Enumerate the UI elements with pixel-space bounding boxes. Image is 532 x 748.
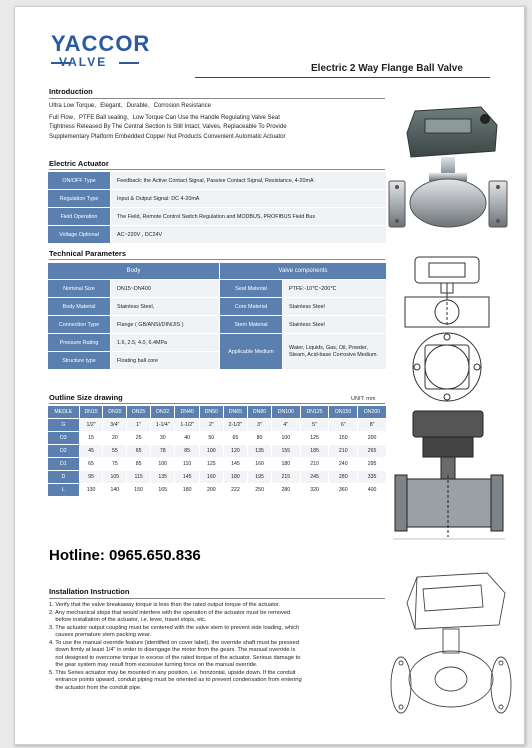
table-cell: 145 xyxy=(231,461,240,467)
tech-rule xyxy=(49,259,385,260)
column-header: DN200 xyxy=(358,406,386,418)
table-cell: 150 xyxy=(134,487,143,493)
table-cell: 135 xyxy=(151,471,174,483)
row-label: Structure type xyxy=(48,352,110,369)
intro-text xyxy=(49,102,385,142)
table-row xyxy=(48,190,386,207)
table-cell: 210 xyxy=(310,461,319,467)
valve-components-header: Valve components xyxy=(220,263,386,279)
table-cell: 195 xyxy=(248,471,271,483)
table-cell: 75 xyxy=(111,461,118,467)
column-header: DN65 xyxy=(224,406,247,418)
table-cell: 2-1/2" xyxy=(224,419,247,431)
install-item: 5. This Series actuator may be mounted in any position, i.e. horizontal, upside down. If the conduit xyxy=(49,669,296,676)
table-cell: 125 xyxy=(206,461,216,467)
row-label: Stem Material xyxy=(220,316,282,333)
table-cell: 80 xyxy=(256,435,263,441)
table-cell: 130 xyxy=(86,487,96,493)
hotline: Hotline: 0965.650.836 xyxy=(49,547,201,564)
table-cell: 95 xyxy=(80,471,103,483)
table-cell: 240 xyxy=(338,461,348,467)
table-row xyxy=(48,280,386,297)
column-header-model: MEDLE xyxy=(48,406,79,418)
column-header: DN15 xyxy=(80,406,103,418)
table-row xyxy=(48,226,386,243)
brand-sub: VALVE xyxy=(59,55,108,69)
intro-line: Tightness Released By The Central Section Is Still Intact, Valves, Replaceable To Provide xyxy=(49,124,287,131)
table-row xyxy=(48,172,386,189)
table-cell: 180 xyxy=(281,461,291,467)
actuator-table xyxy=(47,171,387,244)
table-cell: 210 xyxy=(329,445,357,457)
tech-heading: Technical Parameters xyxy=(49,249,126,258)
table-cell: 5" xyxy=(301,419,329,431)
table-cell: 65 xyxy=(127,445,150,457)
applicable-medium-label: Applicable Medium xyxy=(220,334,282,369)
table-row xyxy=(48,432,386,444)
table-cell: 25 xyxy=(135,435,142,441)
install-heading: Installation Instruction xyxy=(49,587,130,596)
table-row xyxy=(48,458,386,470)
install-item: 4. To use the manual override feature (identified on cover label), the override shaft must be pressed xyxy=(49,639,299,646)
valve-drawing-top xyxy=(400,329,495,405)
table-cell: 40 xyxy=(184,435,191,441)
table-header-row xyxy=(48,406,386,418)
table-cell: 20 xyxy=(111,435,118,441)
table-row xyxy=(48,334,386,351)
table-cell: 30 xyxy=(159,435,166,441)
table-cell: 265 xyxy=(358,445,386,457)
row-label: ON/OFF Type xyxy=(48,172,110,189)
document-title: Electric 2 Way Flange Ball Valve xyxy=(311,63,463,74)
row-value: PTFE:-10℃~200℃ xyxy=(283,280,386,297)
table-cell: 295 xyxy=(367,461,377,467)
valve-drawing-3d xyxy=(387,567,515,732)
intro-heading: Introduction xyxy=(49,87,93,96)
table-cell: 400 xyxy=(367,487,377,493)
table-cell: 110 xyxy=(183,461,192,467)
table-cell: 1-1/2" xyxy=(175,419,198,431)
valve-drawing-side xyxy=(393,405,505,543)
brand-logo: YACCOR xyxy=(51,31,151,56)
table-cell: 78 xyxy=(151,445,174,457)
install-item: the actuator from the conduit pipe. xyxy=(49,684,142,691)
table-cell: 140 xyxy=(110,487,120,493)
table-row xyxy=(48,445,386,457)
table-cell: 65 xyxy=(88,461,94,467)
row-label: Seat Material xyxy=(220,280,282,297)
column-header: DN40 xyxy=(175,406,198,418)
table-cell: 1" xyxy=(127,419,150,431)
table-row xyxy=(48,298,386,315)
row-value: Feedback: the Active Contact Signal, Passive Contact Signal, Resistance, 4-20mA xyxy=(111,172,386,189)
install-item: the gear system may result from excessive turning force on the manual override. xyxy=(49,662,258,668)
table-cell: 280 xyxy=(329,471,357,483)
table-cell: 8" xyxy=(358,419,386,431)
tech-table xyxy=(47,262,387,370)
row-value: The Field, Remote Control Switch Regulation and MODBUS, PROFIBUS Field Bus xyxy=(111,208,386,225)
datasheet-page xyxy=(14,6,525,745)
row-value: Input & Output Signal: DC 4-20mA xyxy=(111,190,386,207)
table-cell: 3/4" xyxy=(103,419,126,431)
row-value: Stainless Steel xyxy=(283,298,386,315)
row-value: DN15~DN400 xyxy=(111,280,219,297)
install-section xyxy=(49,587,379,692)
body-header: Body xyxy=(48,263,219,279)
table-cell: 45 xyxy=(80,445,103,457)
install-item: down firmly at least 1/4" in order to disengage the motor from the gears. The manual override is xyxy=(49,647,296,653)
table-cell: 320 xyxy=(310,487,319,493)
table-cell: 155 xyxy=(272,445,300,457)
column-header: DN25 xyxy=(127,406,150,418)
table-cell: 200 xyxy=(367,435,377,441)
table-cell: 125 xyxy=(310,435,319,441)
table-cell: 15 xyxy=(88,435,94,441)
table-cell: 4" xyxy=(272,419,300,431)
table-cell: 85 xyxy=(135,461,142,467)
install-rule xyxy=(49,598,385,599)
row-label: Core Material xyxy=(220,298,282,315)
row-value: Flange ( GB/ANSI/DIN/JIS ) xyxy=(111,316,219,333)
row-label: G xyxy=(48,419,79,431)
row-label: Body Material xyxy=(48,298,110,315)
intro-rule xyxy=(49,98,385,99)
table-row xyxy=(48,419,386,431)
table-cell: 145 xyxy=(175,471,198,483)
table-cell: 1-1/4" xyxy=(151,419,174,431)
intro-line: Ultra Low Torque、Elegant、Durable、Corrosion Resistance xyxy=(49,103,211,109)
table-cell: 1/2" xyxy=(80,419,103,431)
row-value: 1.6, 2.5, 4.0, 6.4MPa xyxy=(111,334,219,351)
row-label: D1 xyxy=(48,458,79,470)
table-cell: 185 xyxy=(301,445,329,457)
actuator-heading: Electric Actuator xyxy=(49,159,109,168)
table-row xyxy=(48,484,386,496)
table-cell: 120 xyxy=(224,445,247,457)
row-label: L xyxy=(48,484,79,496)
table-cell: 85 xyxy=(175,445,198,457)
column-header: DN125 xyxy=(301,406,329,418)
table-cell: 2" xyxy=(200,419,223,431)
table-cell: 250 xyxy=(255,487,264,493)
table-cell: 200 xyxy=(206,487,216,493)
valve-drawing-front xyxy=(395,253,500,333)
table-cell: 245 xyxy=(301,471,329,483)
install-item: before installation of the actuator, i.e. lever, travel stops, etc. xyxy=(49,617,207,623)
row-value: Floating ball core xyxy=(111,352,219,369)
row-label: Voltage Optional xyxy=(48,226,110,243)
install-item: entrance points upward, conduit piping must be oriented as to prevent condensation from entering xyxy=(49,677,302,683)
table-cell: 100 xyxy=(200,445,223,457)
table-cell: 105 xyxy=(103,471,126,483)
table-cell: 65 xyxy=(232,435,239,441)
table-cell: 100 xyxy=(158,461,168,467)
table-cell: 222 xyxy=(231,487,240,493)
logo-line-right xyxy=(119,62,139,64)
actuator-rule xyxy=(49,169,385,170)
column-header: DN20 xyxy=(103,406,126,418)
table-cell: 360 xyxy=(338,487,348,493)
row-label: D3 xyxy=(48,432,79,444)
row-label: D xyxy=(48,471,79,483)
table-cell: 180 xyxy=(182,487,192,493)
table-row xyxy=(48,316,386,333)
table-cell: 55 xyxy=(103,445,126,457)
valve-photo xyxy=(385,103,515,245)
applicable-medium-value: Water, Liquids, Gas, Oil, Powder, Steam, Acid-base Corrosive Medium. xyxy=(283,334,386,369)
install-item: causes premature stem packing wear. xyxy=(49,632,152,638)
install-item: not designed to overcome torque in excess of the rated torque of the actuator. Serious damage to xyxy=(49,654,301,661)
table-cell: 3" xyxy=(248,419,271,431)
install-item: 1. Verify that the valve breakaway torque is less than the rated output torque of the actuator. xyxy=(49,602,281,608)
outline-rule xyxy=(49,403,385,404)
table-cell: 6" xyxy=(329,419,357,431)
table-cell: 135 xyxy=(248,445,271,457)
table-row xyxy=(48,208,386,225)
table-cell: 50 xyxy=(208,435,215,441)
install-item: 3. The actuator output coupling must be centered with the valve stem to prevent side loading, which xyxy=(49,624,300,631)
install-list xyxy=(49,602,379,692)
table-cell: 160 xyxy=(255,461,264,467)
dimension-table xyxy=(47,405,387,497)
table-cell: 335 xyxy=(358,471,386,483)
intro-line: Supplementary Platform Embedded Copper Nut Products Convenient Automatic Actuator xyxy=(49,133,286,140)
title-rule xyxy=(195,77,490,78)
column-header: DN50 xyxy=(200,406,223,418)
table-row xyxy=(48,471,386,483)
row-value: Stainless Steel, xyxy=(111,298,219,315)
table-cell: 100 xyxy=(281,435,291,441)
intro-line: Full Flow、PTFE Ball sealing、Low Torque Can Use the Handle Regulating Valve Seat xyxy=(49,115,280,122)
table-cell: 215 xyxy=(272,471,300,483)
table-cell: 280 xyxy=(281,487,291,493)
row-value: AC~220V , DC24V xyxy=(111,226,386,243)
table-cell: 150 xyxy=(338,435,348,441)
column-header: DN150 xyxy=(329,406,357,418)
row-label: Field Operation xyxy=(48,208,110,225)
table-cell: 115 xyxy=(127,471,150,483)
install-item: 2. Any mechanical stops that would interfere with the operation of the actuator must be removed xyxy=(49,609,291,616)
table-cell: 180 xyxy=(224,471,247,483)
row-label: Connection Type xyxy=(48,316,110,333)
row-label: Pressure Rating xyxy=(48,334,110,351)
column-header: DN80 xyxy=(248,406,271,418)
unit-label: UNIT: mm xyxy=(351,396,376,402)
table-cell: 165 xyxy=(158,487,168,493)
row-value: Stainless Steel xyxy=(283,316,386,333)
outline-heading: Outline Size drawing xyxy=(49,393,123,402)
row-label: Nominal Size xyxy=(48,280,110,297)
table-cell: 160 xyxy=(200,471,223,483)
column-header: DN100 xyxy=(272,406,300,418)
column-header: DN32 xyxy=(151,406,174,418)
row-label: D2 xyxy=(48,445,79,457)
row-label: Regulation Type xyxy=(48,190,110,207)
